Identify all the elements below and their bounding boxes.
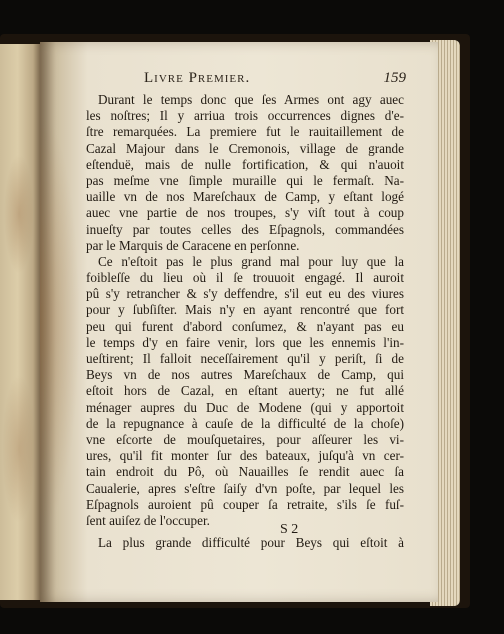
text-line: pû s'y retrancher & s'y deffendre, s'il eut eu des viures [86,286,404,302]
paper-stain [2,374,36,524]
body-text [86,92,404,551]
text-line: par le Marquis de Caracene en perſonne. [86,237,300,253]
text-line: Caualerie, apres s'eſtre ſaiſy d'vn poſte, par lequel les [86,480,404,496]
text-line: peu qui furent d'abord conſumez, & n'ayant pas eu [86,318,404,334]
text-line: eſtoit hors de Cazal, en eſtant auerty; ne fut allé [86,383,404,399]
text-line: ſent auiſez de l'occuper. [86,512,210,528]
signature-mark: S 2 [280,522,299,537]
text-line: ueſtirent; Il falloit neceſſairement qu'il y periſt, ſi de [86,351,404,366]
text-line: pas meſme vne ſimple muraille qui le fermaſt. Na- [86,172,404,188]
text-line: Ce n'eſtoit pas le plus grand mal pour luy que la [98,253,404,269]
page-number: 159 [383,70,406,86]
text-line: eſtenduë, mais de nulle fortification, & qui n'auoit [86,156,404,172]
text-line: auec vne partie de nos troupes, s'y viſt tout à coup [86,205,404,221]
text-line: ménager aupres du Duc de Modene (qui y apportoit [86,399,404,415]
left-page-edge [0,44,44,600]
running-title: Livre Premier. [144,70,251,86]
page-header [144,70,406,90]
text-line: de la repugnance à cauſe de la difficulté de la choſe) [86,415,404,431]
paper-stain [4,154,34,274]
text-line: pour y ſubſiſter. Mais n'y en ayant rencontré que fort [86,302,404,318]
book-page [40,42,438,602]
text-line: uaille vn de nos Mareſchaux de Camp, y eſtant logé [86,189,404,205]
gutter-stain [40,112,80,532]
text-line: ures, qu'il fit monter ſur des bateaux, juſqu'à vn cer- [86,448,404,464]
text-line: vne eſcorte de mouſquetaires, pour aſſeurer les vi- [86,431,404,447]
text-line: inueſty par toutes celles des Eſpagnols, commandées [86,221,404,237]
text-line: La plus grande difficulté pour Beys qui eſtoit à [98,535,404,551]
text-line: le temps d'y en faire venir, lors que les ennemis l'in- [86,334,404,350]
text-line: tain endroit du Pô, où Nauailles ſe rendit auec ſa [86,464,404,480]
text-line: Eſpagnols auroient pû couper ſa retraite, s'ils ſe fuſ- [86,496,404,512]
text-line: foibleſſe du lieu où il ſe trouuoit engagé. Il auroit [86,270,404,286]
text-line: Durant le temps donc que ſes Armes ont agy auec [98,92,404,107]
text-line: ſtre remarquées. La premiere fut le rauitaillement de [86,124,404,140]
text-line: Cazal Majour dans le Cremonois, village de grande [86,140,404,156]
text-line: les noſtres; Il y arriua trois occurrences dignes d'e- [86,108,404,124]
text-line: Beys vn de nos autres Mareſchaux de Camp, qui [86,367,404,383]
